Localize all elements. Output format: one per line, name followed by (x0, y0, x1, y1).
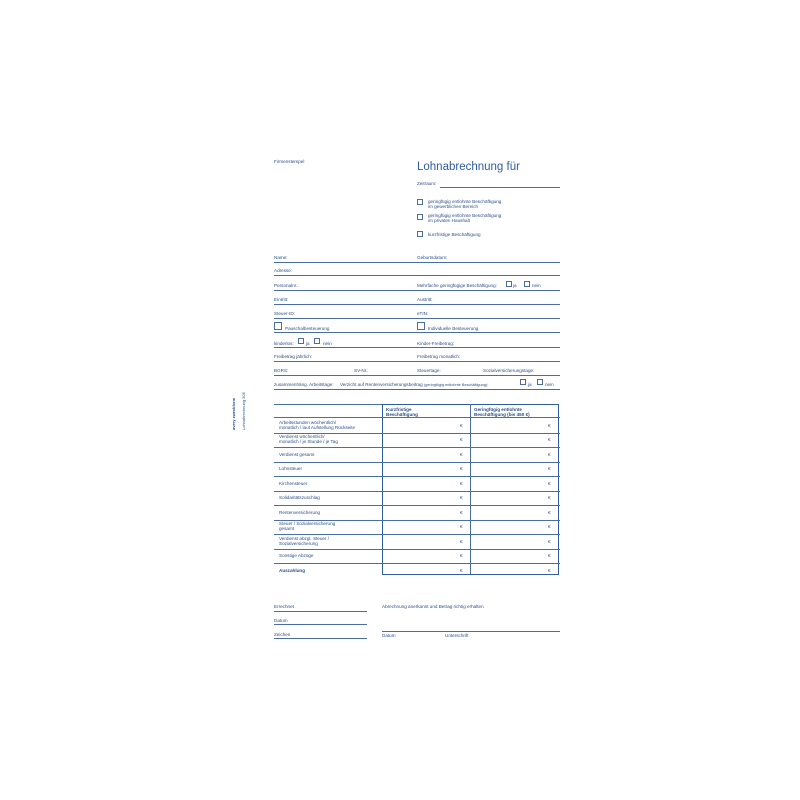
mehrfache-ja-checkbox[interactable] (506, 281, 512, 287)
geburtsdatum-label: Geburtsdatum: (417, 255, 448, 260)
datum-label: Datum (274, 618, 288, 623)
freibetrag-jaehrlich-label: Freibetrag jährlich: (274, 354, 313, 359)
bgrs-label: BGRS: (274, 368, 289, 373)
kinderlos-label: kinderlos: (274, 341, 294, 346)
table-cell-geringfuegig-euro[interactable]: € (548, 422, 551, 428)
datum-line[interactable] (274, 624, 367, 625)
zeichen-label: Zeichen (274, 632, 291, 637)
table-cell-kurzfristig-euro[interactable]: € (460, 553, 463, 558)
table-row-rule (274, 549, 560, 550)
verzicht-ja-checkbox[interactable] (520, 379, 526, 385)
table-row-label: Auszahlung (279, 567, 306, 573)
signature-line[interactable] (382, 631, 560, 632)
arbeitstage-line[interactable] (274, 389, 560, 390)
table-cell-geringfuegig-euro[interactable]: € (548, 437, 551, 442)
table-cell-kurzfristig-euro[interactable]: € (460, 538, 463, 544)
table-cell-geringfuegig-euro[interactable]: € (548, 524, 551, 529)
personalnr-label: Personalnr.: (274, 283, 299, 288)
column-header-geringfuegig: Geringfügig entlohnte Beschäftigung (bis 450 €) (474, 407, 530, 418)
individuell-checkbox[interactable] (417, 322, 425, 330)
zeitraum-line (440, 187, 560, 188)
adresse-line[interactable] (274, 275, 560, 276)
arbeitstage-label: zusammenhäng. Arbeitstage: (274, 382, 334, 387)
option-checkbox-gewerblich[interactable] (417, 199, 423, 205)
steuertage-label: Steuertage: (417, 368, 441, 373)
verzicht-ja-label: ja (528, 382, 532, 387)
table-cell-geringfuegig-euro[interactable]: € (548, 538, 551, 544)
bgrs-line[interactable] (274, 375, 560, 376)
freibetrag-line[interactable] (274, 361, 560, 362)
table-row-rule (274, 491, 560, 492)
table-cell-kurzfristig-euro[interactable]: € (460, 422, 463, 428)
table-cell-geringfuegig-euro[interactable]: € (548, 480, 551, 486)
eintritt-label: Eintritt: (274, 297, 289, 302)
table-cell-kurzfristig-euro[interactable]: € (460, 495, 463, 500)
verzicht-label: Verzicht auf Rentenversicherungsbeitrag (geringfügig entlohnte Beschäftigung): (340, 382, 489, 387)
name-label: Name: (274, 255, 288, 260)
page-title: Lohnabrechnung für (417, 161, 520, 173)
table-row-label: Verdienst abzgl. Steuer / Sozialversicherung (279, 535, 330, 546)
option-checkbox-kurzfristig[interactable] (417, 231, 423, 237)
pauschal-checkbox[interactable] (274, 322, 282, 330)
table-row-label: Verdienst wöchentlich/ monatlich / je Stunde / je Tag (279, 434, 338, 445)
steuer-id-line[interactable] (274, 318, 560, 319)
besteuerung-line (274, 332, 560, 333)
errechnet-label: Errechnet (274, 604, 294, 609)
table-cell-geringfuegig-euro[interactable]: € (548, 451, 551, 457)
kinderlos-ja-checkbox[interactable] (298, 338, 304, 344)
table-row-label: Kirchensteuer (279, 480, 308, 486)
option-checkbox-haushalt[interactable] (417, 214, 423, 220)
mehrfache-label: Mehrfache geringfügige Beschäftigung: (417, 283, 497, 288)
errechnet-line[interactable] (274, 611, 367, 612)
zeichen-line[interactable] (274, 638, 367, 639)
table-row-rule (274, 505, 560, 506)
table-row-label: Solidaritätszuschlag (279, 495, 320, 500)
individuell-label: Individuelle Besteuerung (428, 326, 479, 331)
option-label-kurzfristig: kurzfristige Beschäftigung (428, 232, 481, 237)
option-label-haushalt: geringfügig entlohnte Beschäftigung im privaten Haushalt (428, 213, 502, 224)
freibetrag-monatlich-label: Freibetrag monatlich: (417, 354, 461, 359)
brand-name: avery zweckform (231, 397, 236, 430)
table-cell-kurzfristig-euro[interactable]: € (460, 509, 463, 515)
table-row-label: Verdienst gesamt (279, 451, 315, 457)
table-cell-kurzfristig-euro[interactable]: € (460, 567, 463, 573)
table-top-rule (274, 404, 382, 405)
austritt-label: Austritt: (417, 297, 433, 302)
brand-logo (222, 370, 236, 430)
name-line[interactable] (274, 262, 560, 263)
table-cell-kurzfristig-euro[interactable]: € (460, 466, 463, 471)
sv-nr-label: SV-Nr.: (354, 368, 369, 373)
table-header-rule (274, 417, 560, 418)
steuer-id-label: Steuer-ID: (274, 311, 295, 316)
adresse-label: Adresse: (274, 268, 293, 273)
zeitraum-label: Zeitraum: (417, 181, 437, 186)
kinderlos-nein-checkbox[interactable] (314, 338, 320, 344)
table-row-rule (274, 447, 560, 448)
anrechnung-label: Abrechnung anerkannt und Betrag richtig erhalten (382, 604, 484, 609)
mehrfache-nein-label: nein (532, 283, 541, 288)
table-cell-geringfuegig-euro[interactable]: € (548, 553, 551, 558)
firmenstempel-label: Firmenstempel (274, 159, 305, 164)
kinderlos-line[interactable] (274, 347, 560, 348)
mehrfache-ja-label: ja (513, 283, 517, 288)
table-cell-geringfuegig-euro[interactable]: € (548, 509, 551, 515)
unterschrift-label: Unterschrift (445, 633, 469, 638)
table-cell-geringfuegig-euro[interactable]: € (548, 567, 551, 573)
personalnr-line[interactable] (274, 290, 560, 291)
table-cell-geringfuegig-euro[interactable]: € (548, 495, 551, 500)
eintritt-line[interactable] (274, 304, 560, 305)
table-row-label: Steuer / Sozialversicherung gesamt (279, 521, 336, 532)
table-cell-kurzfristig-euro[interactable]: € (460, 524, 463, 529)
verzicht-nein-checkbox[interactable] (537, 379, 543, 385)
table-row-label: Rentenversicherung (279, 509, 321, 515)
mehrfache-nein-checkbox[interactable] (524, 281, 530, 287)
table-cell-kurzfristig-euro[interactable]: € (460, 480, 463, 486)
etin-label: eTIN: (417, 311, 429, 316)
datum2-label: Datum (382, 633, 396, 638)
column-header-kurzfristig: Kurzfristige Beschäftigung (386, 407, 418, 418)
kinder-freibetrag-label: Kinder-Freibetrag: (417, 341, 455, 346)
table-row-label: Lohnsteuer (279, 466, 302, 471)
table-cell-geringfuegig-euro[interactable]: € (548, 466, 551, 471)
table-cell-kurzfristig-euro[interactable]: € (460, 437, 463, 442)
pauschal-label: Pauschalbesteuerung (285, 326, 330, 331)
option-label-gewerblich: geringfügig entlohnte Beschäftigung im gewerblichen Bereich (428, 199, 502, 210)
table-row-label: Arbeitsstunden wöchentlich/ monatlich / laut Aufstellung Rückseite (279, 419, 356, 430)
table-row-rule (274, 462, 560, 463)
table-row-rule (274, 563, 560, 564)
table-row-rule (274, 476, 560, 477)
kinderlos-ja-label: ja (306, 341, 310, 346)
form-number: Lohnabrechnung 306 (241, 392, 246, 430)
table-cell-kurzfristig-euro[interactable]: € (460, 451, 463, 457)
verzicht-nein-label: nein (545, 382, 554, 387)
table-row-label: Sonstige Abzüge (279, 553, 314, 558)
kinderlos-nein-label: nein (323, 341, 332, 346)
sv-tage-label: Sozialversicherungstage: (483, 368, 535, 373)
